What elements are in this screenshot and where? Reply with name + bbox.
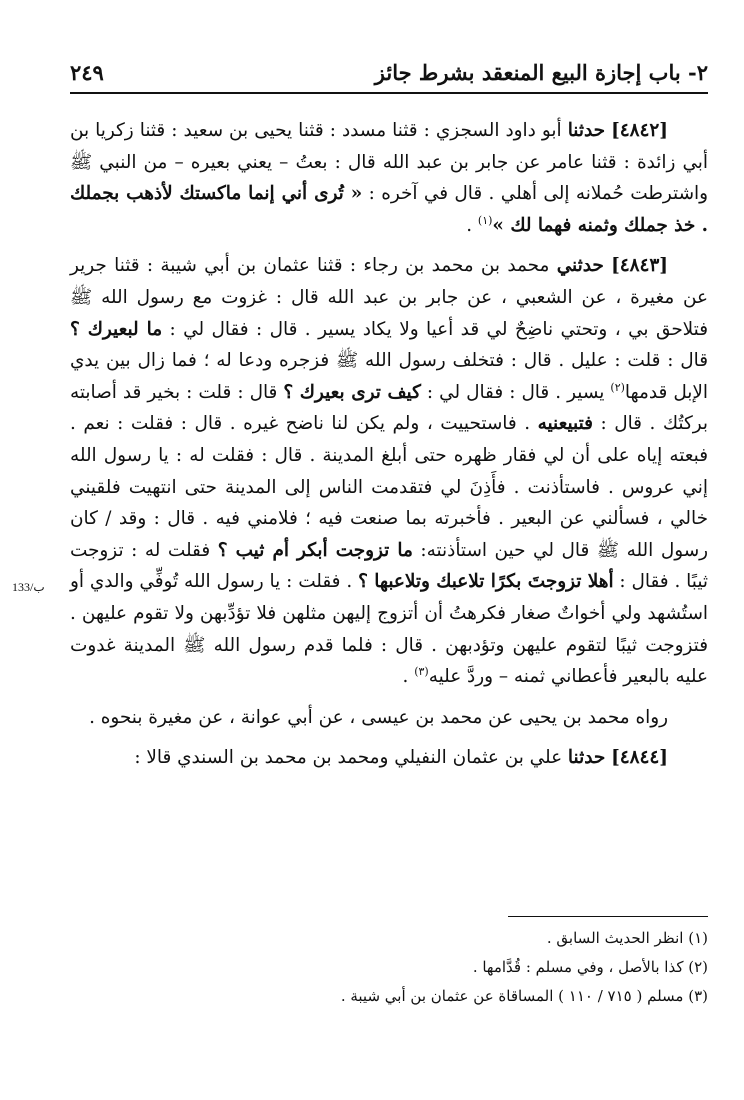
hadith-text-end: . <box>402 666 415 688</box>
footnote-1: (١) انظر الحديث السابق . <box>546 929 708 947</box>
manuscript-folio-note: 133/ب <box>12 580 45 594</box>
hadith-opening: حدثني <box>556 255 604 277</box>
hadith-quote: « تُرى أني إنما ماكستك لأذهب بجملك . خذ جملك وثمنه فهما لك » <box>70 183 708 236</box>
footnote-ref: (١) <box>477 213 493 227</box>
hadith-number: [٤٨٤٤] <box>611 747 668 769</box>
hadith-text: أبو داود السجزي : قثنا مسدد : قثنا يحيى بن سعيد : قثنا زكريا بن أبي زائدة : قثنا عامر عن جابر بن عبد الله قال : بعتُ – يعني بعيره – من النبي ﷺ واشترطت حُملانه إلى أهلي . قال في آخره : <box>70 120 708 205</box>
hadith-quote: ما تزوجت أبكر أم ثيب ؟ <box>217 539 413 561</box>
footnote-3: (٣) مسلم ( ٧١٥ / ١١٠ ) المساقاة عن عثمان بن أبي شيبة . <box>340 987 708 1005</box>
hadith-quote: أهلا تزوجتَ بكرًا تلاعبك وتلاعبها ؟ <box>358 571 614 593</box>
footnote-2: (٢) كذا بالأصل ، وفي مسلم : قُدَّامها . <box>472 958 708 976</box>
page-number: ٢٤٩ <box>70 60 104 85</box>
hadith-text: . فاستحييت ، ولم يكن لنا ناضح غيره . قال : فقلت : نعم . فبعته إياه على أن لي فقار ظهره حتى أبلغ المدينة . قال : فقلت له : يا رسول الله إني عروس . فاستأذنت . فأَذِنَ لي فتقدمت الناس إلى المدينة حتى انتهيت فلقيني خالي ، فسألني عن البعير . فأخبرته بما صنعت فيه ؛ فلامني فيه . قال : وقد / كان رسول الله ﷺ قال لي حين استأذنته: <box>70 413 708 561</box>
hadith-number: [٤٨٤٣] <box>611 255 668 277</box>
hadith-text: يسير . قال : فقال لي : <box>420 381 611 403</box>
riwaya-note: رواه محمد بن يحيى عن محمد بن عيسى ، عن أبي عوانة ، عن مغيرة بنحوه . <box>89 706 668 728</box>
footnote-ref: (٣) <box>414 664 429 678</box>
hadith-4843 <box>70 250 708 692</box>
chapter-title: ٢- باب إجازة البيع المنعقد بشرط جائز <box>374 60 708 85</box>
hadith-text: فقلت له : تزوجت ثيبًا . فقال : <box>70 539 708 593</box>
hadith-quote: كيف ترى بعيرك ؟ <box>283 381 421 403</box>
hadith-text: قال : قلت : عليل . قال : فتخلف رسول الله ﷺ فزجره ودعا له ؛ فما زال بين يدي الإبل قدمها <box>70 350 708 403</box>
hadith-4844 <box>70 742 708 774</box>
hadith-4842 <box>70 115 708 241</box>
hadith-text-end: . <box>466 214 478 236</box>
hadith-number: [٤٨٤٢] <box>611 120 668 141</box>
hadith-text: علي بن عثمان النفيلي ومحمد بن محمد بن السندي قالا : <box>134 747 563 769</box>
hadith-quote: فتبيعنيه <box>537 413 593 435</box>
footnotes <box>70 924 708 1011</box>
footnote-divider <box>508 916 708 917</box>
hadith-opening: حدثنا <box>567 747 606 769</box>
hadith-opening: حدثنا <box>567 120 605 141</box>
hadith-text: محمد بن محمد بن رجاء : قثنا عثمان بن أبي شيبة : قثنا جرير عن مغيرة ، عن الشعبي ، عن جابر بن عبد الله قال : غزوت مع رسول الله ﷺ فتلاحق بي ، وتحتي ناضِحٌ لي قد أعيا ولا يكاد يسير . قال : فقال لي : <box>70 255 709 340</box>
hadith-quote: ما لبعيرك ؟ <box>70 318 163 340</box>
hadith-text: . فقلت : يا رسول الله تُوفِّي والدي أو استُشهد ولي أخواتٌ صغار فكرهتُ أن أتزوج إليهن مثلهن فلا تؤدِّبهن ولا تقوم عليهن . فتزوجت ثيبًا لتقوم عليهن وتؤدبهن . قال : فلما قدم رسول الله ﷺ المدينة غدوت عليه بالبعير فأعطاني ثمنه – وردَّ عليه <box>70 571 708 688</box>
main-text <box>70 115 708 783</box>
footnote-ref: (٢) <box>610 380 625 394</box>
hadith-text: قال : قلت : بخير قد أصابته بركتُك . قال : <box>70 381 708 435</box>
page-header <box>70 52 708 94</box>
